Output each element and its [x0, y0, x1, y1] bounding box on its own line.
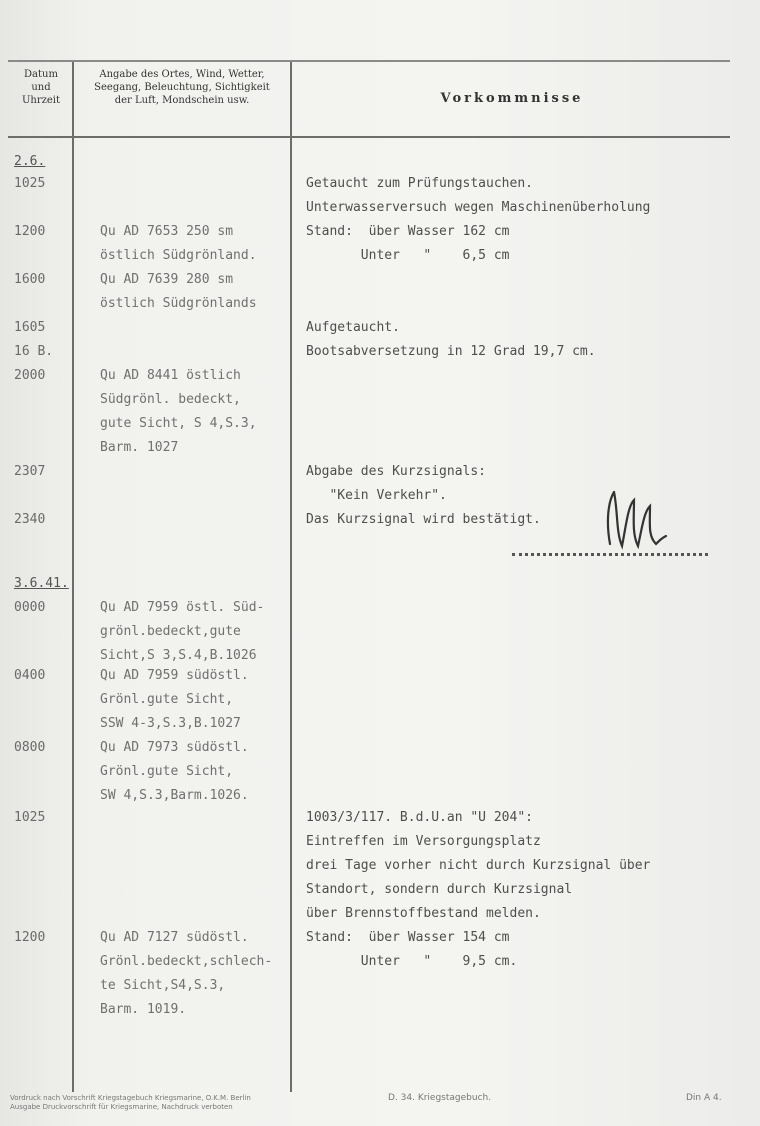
- event-line: drei Tage vorher nicht durch Kurzsignal über: [306, 858, 651, 873]
- entry-location: [100, 364, 288, 460]
- footer-print-note: Vordruck nach Vorschrift Kriegstagebuch Kriegsmarine, O.K.M. Berlin Ausgabe Druckvorschrift für Kriegsmarine, Nachdruck verboten: [10, 1094, 251, 1111]
- entry-location: [100, 926, 288, 1022]
- entry-event: [306, 340, 746, 364]
- event-line: Stand: über Wasser 162 cm: [306, 224, 510, 239]
- location-line: östlich Südgrönland.: [100, 248, 257, 263]
- entry-date: 3.6.41.: [14, 576, 69, 591]
- event-line: Standort, sondern durch Kurzsignal: [306, 882, 573, 897]
- entry-time: 16 B.: [14, 344, 54, 359]
- entry-location: [100, 220, 288, 268]
- event-line: über Brennstoffbestand melden.: [306, 906, 541, 921]
- event-line: Unterwasserversuch wegen Maschinenüberholung: [306, 200, 651, 215]
- location-line: te Sicht,S4,S.3,: [100, 978, 226, 993]
- entry-event: [306, 926, 746, 974]
- event-line: Stand: über Wasser 154 cm: [306, 930, 510, 945]
- entry-time: 0400: [14, 668, 46, 683]
- entry-time: 1025: [14, 176, 46, 191]
- footer-form-title: D. 34. Kriegstagebuch.: [388, 1093, 492, 1103]
- event-line: Unter " 6,5 cm: [306, 248, 510, 263]
- location-line: Barm. 1019.: [100, 1002, 187, 1017]
- event-line: Eintreffen im Versorgungsplatz: [306, 834, 541, 849]
- entry-time: 1200: [14, 224, 46, 239]
- event-line: 1003/3/117. B.d.U.an "U 204":: [306, 810, 533, 825]
- entry-time: 0000: [14, 600, 46, 615]
- location-line: gute Sicht, S 4,S.3,: [100, 416, 257, 431]
- location-line: Qu AD 7639 280 sm: [100, 272, 234, 287]
- entry-time: 2340: [14, 512, 46, 527]
- table-top-border: [8, 60, 730, 62]
- entry-event: [306, 220, 746, 268]
- entry-event: [306, 316, 746, 340]
- location-line: SSW 4-3,S.3,B.1027: [100, 716, 241, 731]
- entry-date: 2.6.: [14, 154, 46, 169]
- location-line: Grönl.gute Sicht,: [100, 692, 234, 707]
- location-line: Qu AD 8441 östlich: [100, 368, 241, 383]
- entry-location: [100, 596, 288, 668]
- event-line: "Kein Verkehr".: [306, 488, 447, 503]
- entry-event: [306, 172, 746, 220]
- entry-location: [100, 664, 288, 736]
- location-line: Qu AD 7959 östl. Süd-: [100, 600, 265, 615]
- entry-time: 1600: [14, 272, 46, 287]
- location-line: Barm. 1027: [100, 440, 179, 455]
- event-line: Abgabe des Kurzsignals:: [306, 464, 487, 479]
- event-line: Getaucht zum Prüfungstauchen.: [306, 176, 533, 191]
- column-divider-1: [72, 62, 74, 1092]
- entry-event: [306, 460, 746, 508]
- entry-event: [306, 508, 746, 532]
- entry-time: 1605: [14, 320, 46, 335]
- location-line: Sicht,S 3,S.4,B.1026: [100, 648, 257, 663]
- event-line: Unter " 9,5 cm.: [306, 954, 518, 969]
- location-line: Qu AD 7973 südöstl.: [100, 740, 249, 755]
- location-line: Südgrönl. bedeckt,: [100, 392, 241, 407]
- entry-time: 1200: [14, 930, 46, 945]
- column-divider-2: [290, 62, 292, 1092]
- location-line: SW 4,S.3,Barm.1026.: [100, 788, 249, 803]
- entry-time: 1025: [14, 810, 46, 825]
- location-line: Grönl.bedeckt,schlech-: [100, 954, 273, 969]
- entry-time: 2307: [14, 464, 46, 479]
- entry-location: [100, 736, 288, 808]
- event-line: Bootsabversetzung in 12 Grad 19,7 cm.: [306, 344, 596, 359]
- event-line: Aufgetaucht.: [306, 320, 400, 335]
- location-line: Qu AD 7959 südöstl.: [100, 668, 249, 683]
- footer-paper-size: Din A 4.: [686, 1093, 722, 1103]
- location-line: Qu AD 7127 südöstl.: [100, 930, 249, 945]
- location-line: Grönl.gute Sicht,: [100, 764, 234, 779]
- entry-event: [306, 806, 746, 926]
- entry-time: 2000: [14, 368, 46, 383]
- event-line: Das Kurzsignal wird bestätigt.: [306, 512, 541, 527]
- location-line: grönl.bedeckt,gute: [100, 624, 241, 639]
- location-line: östlich Südgrönlands: [100, 296, 257, 311]
- header-events: Vorkommnisse: [440, 91, 584, 106]
- header-location-weather: Angabe des Ortes, Wind, Wetter, Seegang, Beleuchtung, Sichtigkeit der Luft, Mondschein usw.: [94, 69, 270, 106]
- header-bottom-border: [8, 136, 730, 138]
- entry-location: [100, 268, 288, 316]
- entry-time: 0800: [14, 740, 46, 755]
- header-date-time: Datum und Uhrzeit: [21, 69, 61, 106]
- signature-dotted-line: [512, 553, 708, 556]
- location-line: Qu AD 7653 250 sm: [100, 224, 234, 239]
